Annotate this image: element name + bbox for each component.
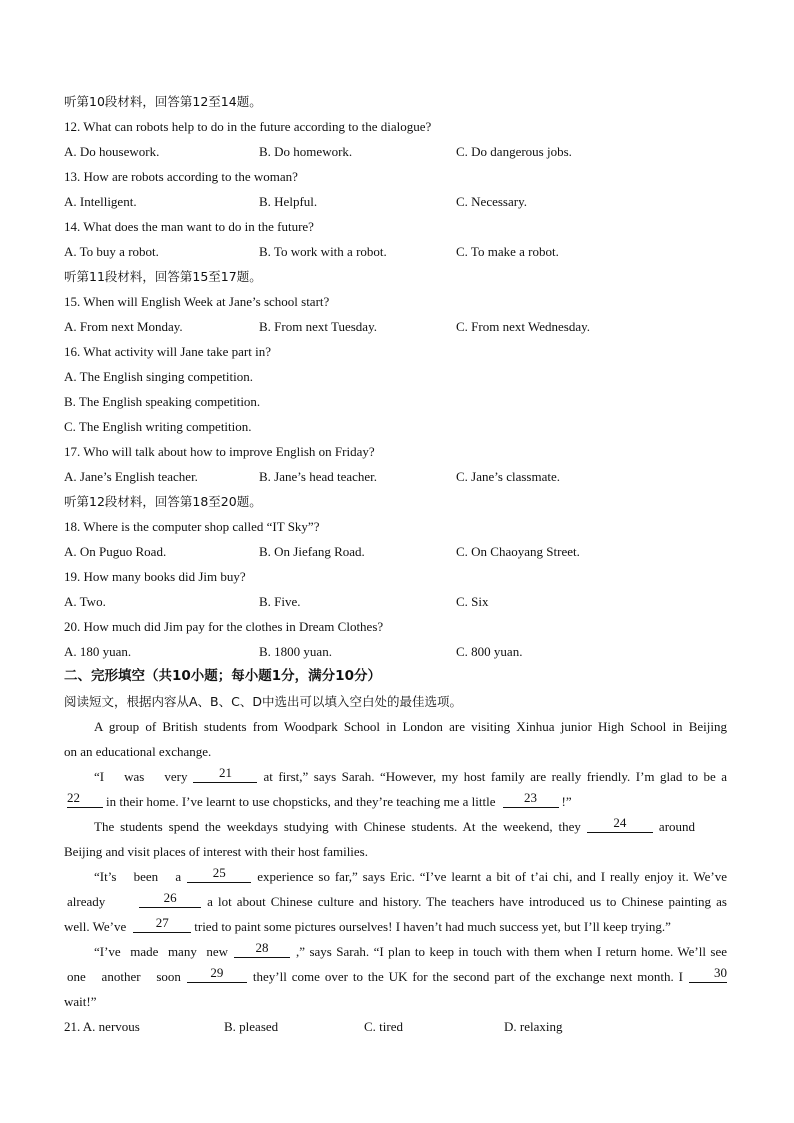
answer-option: C. To make a robot. [456, 244, 559, 259]
passage-text: at first,” says Sarah. “However, my host family are really friendly. I’m glad to be a [263, 769, 727, 784]
passage-line [64, 789, 730, 814]
answer-option: C. Do dangerous jobs. [456, 144, 572, 159]
section-instruction: 听第10段材料，回答第12至14题。 [64, 94, 262, 109]
passage-text: “It’s been a [94, 869, 182, 884]
question-text: 14. What does the man want to do in the future? [64, 219, 314, 234]
cloze-section [64, 664, 730, 1039]
answer-options-row [64, 639, 730, 664]
answer-option: C. 800 yuan. [456, 644, 523, 659]
cloze-blank-25: 25 [187, 864, 251, 883]
section-instruction: 听第12段材料，回答第18至20题。 [64, 494, 262, 509]
passage-text: experience so far,” says Eric. “I’ve learnt a bit of t’ai chi, and I really enjoy it. We’ve [257, 869, 727, 884]
section-instruction: 听第11段材料，回答第15至17题。 [64, 269, 262, 284]
question-text: 17. Who will talk about how to improve English on Friday? [64, 444, 375, 459]
answer-option: B. 1800 yuan. [259, 644, 332, 659]
answer-option: B. To work with a robot. [259, 244, 387, 259]
cloze-blank-23: 23 [503, 789, 559, 808]
answer-options-row [64, 239, 730, 264]
listening-section [64, 89, 730, 664]
passage-line [64, 864, 730, 889]
passage-text: on an educational exchange. [64, 744, 212, 759]
answer-option: 21. A. nervous [64, 1019, 140, 1034]
cloze-blank-29: 29 [187, 964, 247, 983]
answer-option: C. The English writing competition. [64, 419, 252, 434]
question-text: 16. What activity will Jane take part in? [64, 344, 271, 359]
question-text: 15. When will English Week at Jane’s school start? [64, 294, 330, 309]
answer-option: B. Jane’s head teacher. [259, 469, 378, 484]
passage-text: “I was very [94, 769, 188, 784]
cloze-blank-22: 22 [67, 789, 103, 808]
answer-option: B. Do homework. [259, 144, 353, 159]
cloze-blank-21: 21 [193, 764, 257, 783]
question-21-options [64, 1014, 730, 1039]
answer-option: B. From next Tuesday. [259, 319, 377, 334]
cloze-blank-28: 28 [234, 939, 290, 958]
answer-option: A. 180 yuan. [64, 644, 132, 659]
passage-text: wait!” [64, 994, 97, 1009]
cloze-blank-24: 24 [587, 814, 653, 833]
answer-option: C. From next Wednesday. [456, 319, 590, 334]
passage-text: a lot about Chinese culture and history. The teachers have introduced us to Chinese painting as [207, 894, 727, 909]
cloze-section-title: 二、完形填空（共10小题；每小题1分，满分10分） [64, 668, 381, 684]
answer-option: B. The English speaking competition. [64, 394, 261, 409]
answer-option: C. Six [456, 594, 489, 609]
cloze-instructions: 阅读短文，根据内容从A、B、C、D中选出可以填入空白处的最佳选项。 [64, 694, 462, 709]
question-text: 18. Where is the computer shop called “IT Sky”? [64, 519, 320, 534]
answer-option: C. Necessary. [456, 194, 527, 209]
cloze-blank-30: 30 [689, 964, 727, 983]
passage-text: “I’ve made many new [94, 944, 229, 959]
question-text: 19. How many books did Jim buy? [64, 569, 246, 584]
passage-line [64, 814, 730, 839]
passage-line [64, 989, 730, 1014]
answer-options-row [64, 139, 730, 164]
passage-text: Beijing and visit places of interest with their host families. [64, 844, 368, 859]
answer-options-row [64, 189, 730, 214]
cloze-blank-27: 27 [133, 914, 191, 933]
answer-option: C. Jane’s classmate. [456, 469, 560, 484]
question-text: 20. How much did Jim pay for the clothes in Dream Clothes? [64, 619, 384, 634]
cloze-blank-26: 26 [139, 889, 201, 908]
answer-option: A. Do housework. [64, 144, 160, 159]
answer-options-row [64, 464, 730, 489]
question-text: 13. How are robots according to the woman? [64, 169, 298, 184]
passage-line [64, 964, 730, 989]
answer-option: A. Intelligent. [64, 194, 137, 209]
passage-line [64, 764, 730, 789]
passage-line [64, 939, 730, 964]
passage-text: they’ll come over to the UK for the second part of the exchange next month. I [252, 969, 683, 984]
answer-option: D. relaxing [504, 1019, 563, 1034]
passage-text: already [67, 894, 106, 909]
answer-option: C. On Chaoyang Street. [456, 544, 580, 559]
answer-options-row [64, 314, 730, 339]
passage-line [64, 739, 730, 764]
question-text: 12. What can robots help to do in the future according to the dialogue? [64, 119, 432, 134]
passage-text: A group of British students from Woodpark School in London are visiting Xinhua junior High School in Beijing [94, 719, 727, 734]
answer-option: A. Two. [64, 594, 106, 609]
passage-text: !” [561, 794, 572, 809]
cloze-passage [64, 714, 730, 1014]
answer-option: B. Five. [259, 594, 301, 609]
passage-text: The students spend the weekdays studying with Chinese students. At the weekend, they [94, 819, 581, 834]
answer-option: B. Helpful. [259, 194, 318, 209]
passage-line [64, 839, 730, 864]
passage-text: one another soon [67, 969, 181, 984]
answer-option: A. The English singing competition. [64, 369, 253, 384]
passage-text: in their home. I’ve learnt to use chopsticks, and they’re teaching me a little [106, 794, 496, 809]
answer-option: A. To buy a robot. [64, 244, 159, 259]
passage-line [64, 914, 730, 939]
passage-line [64, 889, 730, 914]
answer-option: B. pleased [224, 1019, 279, 1034]
passage-line [64, 714, 730, 739]
passage-text: tried to paint some pictures ourselves! I haven’t had much success yet, but I’ll keep trying.” [194, 919, 671, 934]
answer-option: A. On Puguo Road. [64, 544, 167, 559]
answer-option: A. Jane’s English teacher. [64, 469, 198, 484]
answer-option: C. tired [364, 1019, 403, 1034]
passage-text: ,” says Sarah. “I plan to keep in touch with them when I return home. We’ll see [296, 944, 727, 959]
answer-option: A. From next Monday. [64, 319, 183, 334]
answer-options-row [64, 589, 730, 614]
answer-options-row [64, 539, 730, 564]
exam-page [64, 89, 730, 1039]
passage-text: around [658, 819, 696, 834]
answer-option: B. On Jiefang Road. [259, 544, 365, 559]
passage-text: well. We’ve [64, 919, 127, 934]
